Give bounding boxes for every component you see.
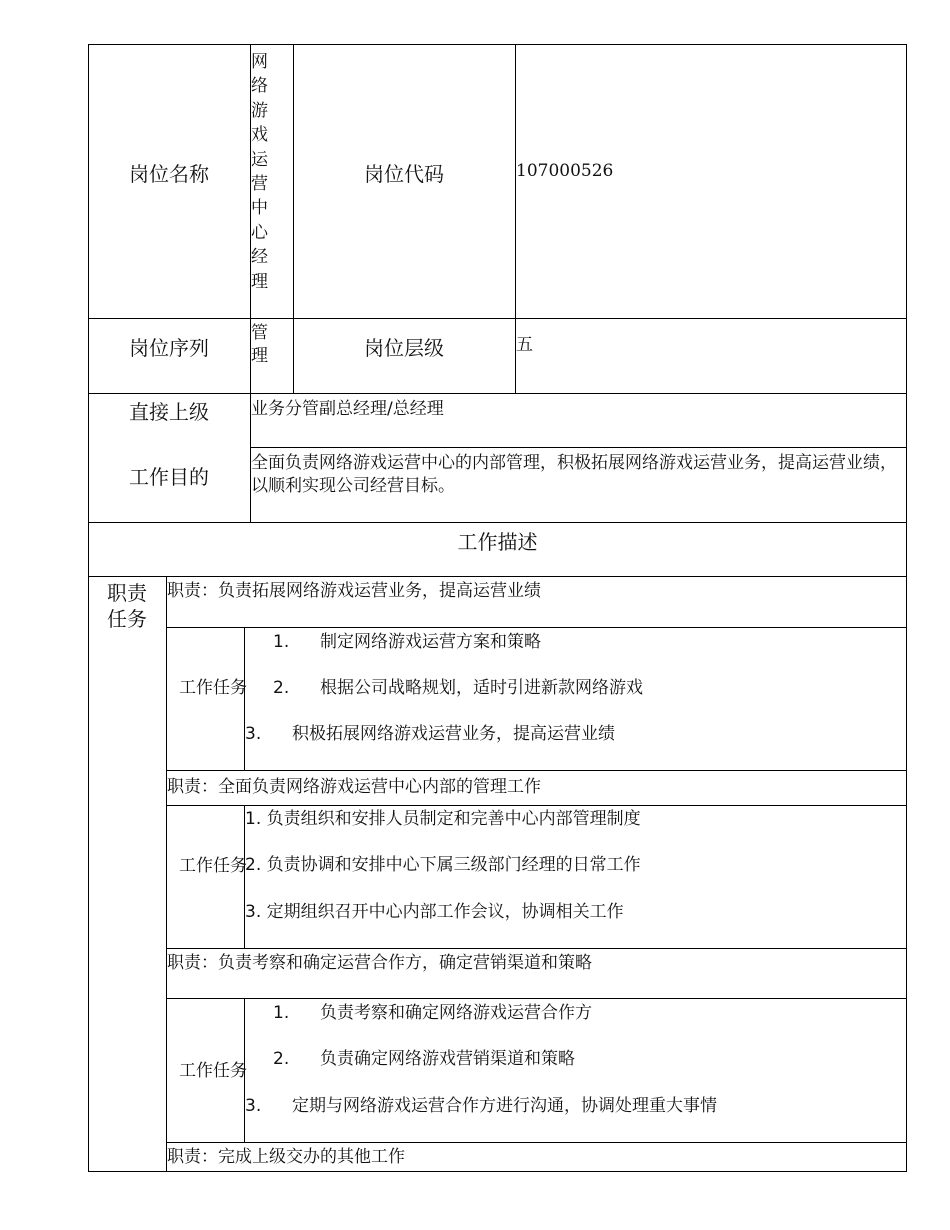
section-title: 工作描述 xyxy=(457,529,538,554)
row-divider xyxy=(166,1142,907,1143)
task-item: 积极拓展网络游戏运营业务，提高运营业绩 xyxy=(292,724,615,744)
task-item: 负责确定网络游戏营销渠道和策略 xyxy=(320,1049,575,1069)
task-item: 2. 负责协调和安排中心下属三级部门经理的日常工作 xyxy=(245,855,641,875)
duty-title: 职责：完成上级交办的其他工作 xyxy=(167,1147,405,1167)
purpose-value: 全面负责网络游戏运营中心的内部管理，积极拓展网络游戏运营业务，提高运营业绩，以顺利实现公司经营目标。 xyxy=(251,453,897,496)
task-label: 工作任务 xyxy=(179,1060,247,1081)
superior-label: 直接上级 xyxy=(129,399,209,424)
row-divider xyxy=(88,576,907,577)
post-code-label: 岗位代码 xyxy=(364,161,444,186)
post-level-label: 岗位层级 xyxy=(364,335,444,360)
task-item: 负责考察和确定网络游戏运营合作方 xyxy=(320,1003,592,1023)
task-num: 3. xyxy=(245,724,262,744)
task-num: 1. xyxy=(273,1003,290,1023)
post-name-label: 岗位名称 xyxy=(129,161,209,186)
row-divider xyxy=(250,447,907,448)
task-label: 工作任务 xyxy=(179,677,247,698)
task-item: 制定网络游戏运营方案和策略 xyxy=(320,632,541,652)
post-series-label: 岗位序列 xyxy=(129,335,209,360)
post-code-value: 107000526 xyxy=(516,161,614,181)
task-num: 1. xyxy=(273,632,290,652)
post-name-value: 网络游戏运营中心经理 xyxy=(251,52,268,292)
row-divider xyxy=(166,998,907,999)
task-item: 根据公司战略规划，适时引进新款网络游戏 xyxy=(320,678,643,698)
row-divider xyxy=(166,948,907,949)
duty-title: 职责：负责拓展网络游戏运营业务，提高运营业绩 xyxy=(167,581,541,601)
task-num: 2. xyxy=(273,678,290,698)
superior-value: 业务分管副总经理/总经理 xyxy=(251,399,444,419)
duty-title: 职责：全面负责网络游戏运营中心内部的管理工作 xyxy=(167,777,541,797)
task-label: 工作任务 xyxy=(179,855,247,876)
purpose-label: 工作目的 xyxy=(129,464,209,489)
task-item: 1. 负责组织和安排人员制定和完善中心内部管理制度 xyxy=(245,809,641,829)
post-series-value: 管理 xyxy=(251,323,268,366)
task-item: 3. 定期组织召开中心内部工作会议，协调相关工作 xyxy=(245,902,624,922)
duty-title: 职责：负责考察和确定运营合作方，确定营销渠道和策略 xyxy=(167,953,592,973)
row-divider xyxy=(166,805,907,806)
task-num: 2. xyxy=(273,1049,290,1069)
post-level-value: 五 xyxy=(516,335,533,355)
duty-side-label: 职责任务 xyxy=(107,581,147,631)
task-num: 3. xyxy=(245,1096,262,1116)
row-divider xyxy=(166,770,907,771)
row-divider xyxy=(166,627,907,628)
task-item: 定期与网络游戏运营合作方进行沟通，协调处理重大事情 xyxy=(292,1096,717,1116)
